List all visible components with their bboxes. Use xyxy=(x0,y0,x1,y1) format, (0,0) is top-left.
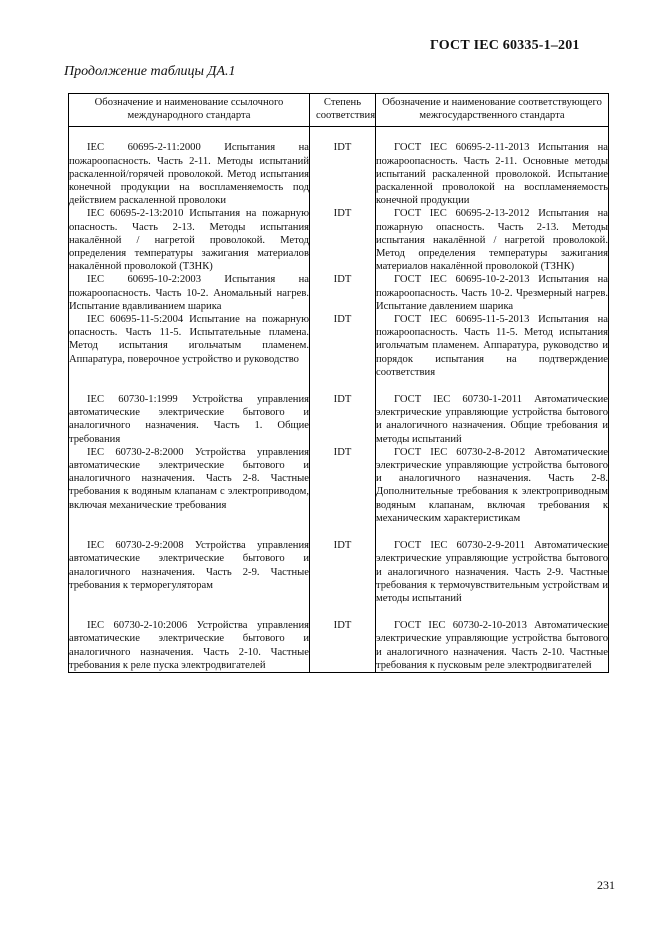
gost-standard-cell: ГОСТ IEC 60695-2-11-2013 Испытания на пожароопасность. Часть 2-11. Основные методы испытаний раскаленной проволокой. Испытание раскаленной проволокой на воспламеняемость конечной продукции xyxy=(376,142,608,207)
table-row xyxy=(69,313,609,379)
table-row xyxy=(69,207,609,273)
degree-cell: IDT xyxy=(310,619,376,672)
degree-cell: IDT xyxy=(310,313,376,379)
degree-cell: IDT xyxy=(310,446,376,525)
table-row xyxy=(69,539,609,605)
intl-standard-cell: IEC 60695-10-2:2003 Испытания на пожароопасность. Часть 10-2. Аномальный нагрев. Испытание вдавливанием шарика xyxy=(69,274,309,312)
degree-cell: IDT xyxy=(310,207,376,273)
intl-standard-cell: IEC 60730-1:1999 Устройства управления автоматические электрические бытового и аналогичного назначения. Часть 1. Общие требования xyxy=(69,394,309,445)
gost-standard-cell: ГОСТ IEC 60695-2-13-2012 Испытания на пожарную опасность. Часть 2-13. Методы испытания накалённой / нагретой проволокой. Метод определения температуры зажигания материалов накалённой проволокой (ТЗНК) xyxy=(376,208,608,273)
intl-standard-cell: IEC 60730-2-8:2000 Устройства управления автоматические электрические бытового и аналогичного назначения. Часть 2-8. Частные требования к водяным клапанам с электроприводом, включая механические требования xyxy=(69,446,309,511)
standards-table xyxy=(68,93,609,673)
table-row xyxy=(69,619,609,672)
gost-standard-cell: ГОСТ IEC 60730-2-8-2012 Автоматические электрические управляющие устройства бытового и аналогичного назначения. Часть 2-8. Дополнительные требования к электроприводным водяным клапанам, включая требования к механическим характеристикам xyxy=(376,446,608,524)
gost-standard-cell: ГОСТ IEC 60730-2-10-2013 Автоматические электрические управляющие устройства бытового и аналогичного назначения. Часть 2-10. Частные требования к пусковым реле электродвигателей xyxy=(376,620,608,671)
gost-standard-cell: ГОСТ IEC 60695-11-5-2013 Испытания на пожароопасность. Часть 11-5. Метод испытания игольчатым пламенем. Аппаратура, руководство и порядок испытания на подтверждение соответствия xyxy=(376,314,608,378)
gost-standard-cell: ГОСТ IEC 60730-1-2011 Автоматические электрические управляющие устройства бытового и аналогичного назначения. Общие требования и методы испытаний xyxy=(376,394,608,445)
gost-standard-cell: ГОСТ IEC 60695-10-2-2013 Испытания на пожароопасность. Часть 10-2. Чрезмерный нагрев. Испытание давлением шарика xyxy=(376,274,608,312)
table-row xyxy=(69,141,609,207)
table-row xyxy=(69,273,609,313)
page-number: 231 xyxy=(597,878,615,892)
intl-standard-cell: IEC 60695-2-11:2000 Испытания на пожароопасность. Часть 2-11. Методы испытаний раскаленной/горячей проволокой. Метод испытания конечной продукции на воспламеняемость под действием раскаленной проволоки xyxy=(69,142,309,207)
degree-cell: IDT xyxy=(310,539,376,605)
header-degree-of-conformity: Степень соответствия xyxy=(310,94,376,127)
intl-standard-cell: IEC 60695-2-13:2010 Испытания на пожарную опасность. Часть 2-13. Методы испытания накалённой / нагретой проволокой. Метод определения температуры зажигания материалов накалённой проволокой (ТЗНК) xyxy=(69,208,309,273)
gost-standard-cell: ГОСТ IEC 60730-2-9-2011 Автоматические электрические управляющие устройства бытового и аналогичного назначения. Часть 2-9. Частные требования к термочувствительным устройствам и методы испытаний xyxy=(376,540,608,604)
document-header: ГОСТ IEC 60335-1–201 xyxy=(430,38,580,53)
table-caption: Продолжение таблицы ДА.1 xyxy=(64,64,236,79)
table-row xyxy=(69,393,609,446)
table-header-row xyxy=(69,94,609,127)
intl-standard-cell: IEC 60730-2-9:2008 Устройства управления автоматические электрические бытового и аналогичного назначения. Часть 2-9. Частные требования к терморегуляторам xyxy=(69,540,309,591)
table-row xyxy=(69,446,609,525)
degree-cell: IDT xyxy=(310,141,376,207)
degree-cell: IDT xyxy=(310,393,376,446)
degree-cell: IDT xyxy=(310,273,376,313)
intl-standard-cell: IEC 60730-2-10:2006 Устройства управления автоматические электрические бытового и аналогичного назначения. Часть 2-10. Частные требования к реле пуска электродвигателей xyxy=(69,620,309,671)
header-interstate-standard: Обозначение и наименование соответствующего межгосударственного стандарта xyxy=(376,94,609,127)
header-international-standard: Обозначение и наименование ссылочного международного стандарта xyxy=(69,94,310,127)
intl-standard-cell: IEC 60695-11-5:2004 Испытание на пожарную опасность. Часть 11-5. Испытательные пламена. Метод испытания игольчатым пламенем. Аппаратура, поверочное устройство и руководство xyxy=(69,314,309,365)
